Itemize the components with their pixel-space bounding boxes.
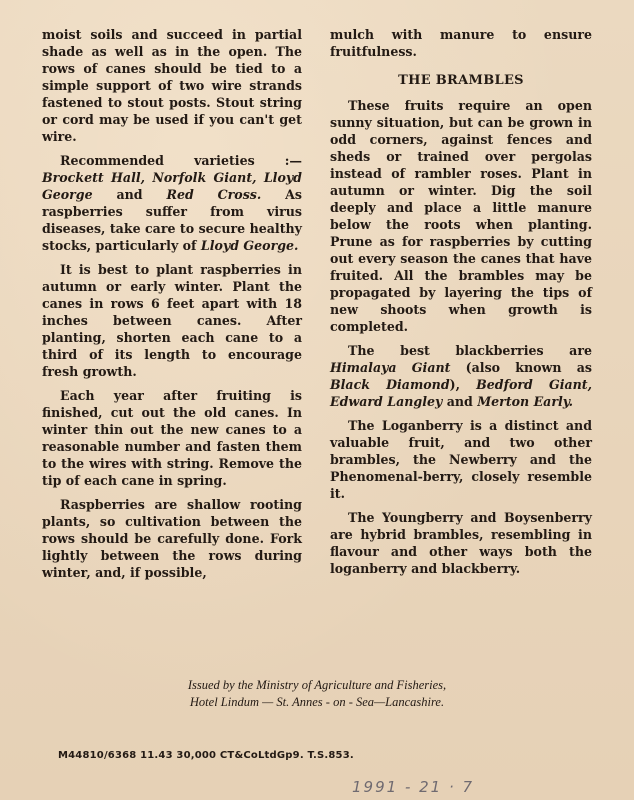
paragraph: moist soils and succeed in partial shade as well as in the open. The rows of canes should be tied to a simple support of two wire strands fastened to stout posts. Stout string or cord may be used if you can't get wire.	[42, 27, 302, 144]
text-run: ),	[449, 377, 477, 392]
paragraph-blackberries	[330, 342, 592, 410]
paragraph-varieties	[42, 152, 302, 254]
paragraph: mulch with manure to ensure fruitfulness.	[330, 27, 592, 59]
print-code: M44810/6368 11.43 30,000 CT&CoLtdGp9. T.S.853.	[58, 750, 354, 761]
variety-names: Bedford Giant, Edward Langley	[330, 377, 592, 409]
variety-names: Lloyd George.	[200, 238, 299, 253]
paragraph: The Youngberry and Boysenberry are hybrid brambles, resembling in flavour and other ways both the loganberry and blackberry.	[330, 510, 592, 576]
text-run: Recommended varieties :—	[60, 153, 302, 168]
left-column	[42, 26, 302, 588]
variety-names: Himalaya Giant	[330, 360, 451, 375]
variety-names: Brockett Hall, Norfolk Giant, Lloyd George	[42, 170, 302, 202]
text-run: The best blackberries are	[348, 343, 592, 358]
section-heading: THE BRAMBLES	[398, 73, 524, 88]
right-column	[330, 26, 592, 584]
paragraph: The Loganberry is a distinct and valuable fruit, and two other brambles, the Newberry and the Phenomenal-berry, closely resemble it.	[330, 418, 592, 501]
footer-line: Issued by the Ministry of Agriculture and Fisheries,	[187, 678, 447, 692]
variety-names: Black Diamond	[330, 377, 450, 392]
text-run: (also known as	[450, 360, 592, 375]
paragraph: Raspberries are shallow rooting plants, so cultivation between the rows should be carefully done. Fork lightly between the rows during winter, and, if possible,	[42, 497, 302, 580]
paragraph: These fruits require an open sunny situation, but can be grown in odd corners, against fences and sheds or trained over pergolas instead of rambler roses. Plant in autumn or winter. Dig the soil deeply and place a little manure below the roots when planting. Prune as for raspberries by cutting out every season the canes that have fruited. All the brambles may be propagated by layering the tips of new shoots when growth is completed.	[330, 98, 592, 334]
paragraph: It is best to plant raspberries in autumn or early winter. Plant the canes in rows 6 feet apart with 18 inches between canes. After planting, shorten each cane to a third of its length to encourage fresh growth.	[42, 262, 302, 379]
variety-names: Red Cross.	[166, 187, 262, 202]
variety-names: Merton Early.	[477, 394, 574, 409]
text-run: and	[442, 394, 478, 409]
text-run: and	[92, 187, 167, 202]
footer-line: Hotel Lindum — St. Annes - on - Sea—Lancashire.	[189, 695, 445, 709]
issuer-footer	[0, 677, 634, 711]
pencil-annotation: 1991 - 21 · 7	[352, 778, 475, 796]
text-run: As raspberries suffer from virus diseases, take care to secure healthy stocks, particularly of	[42, 187, 302, 253]
paragraph: Each year after fruiting is finished, cut out the old canes. In winter thin out the new canes to a reasonable number and fasten them to the wires with string. Remove the tip of each cane in spring.	[42, 388, 302, 488]
